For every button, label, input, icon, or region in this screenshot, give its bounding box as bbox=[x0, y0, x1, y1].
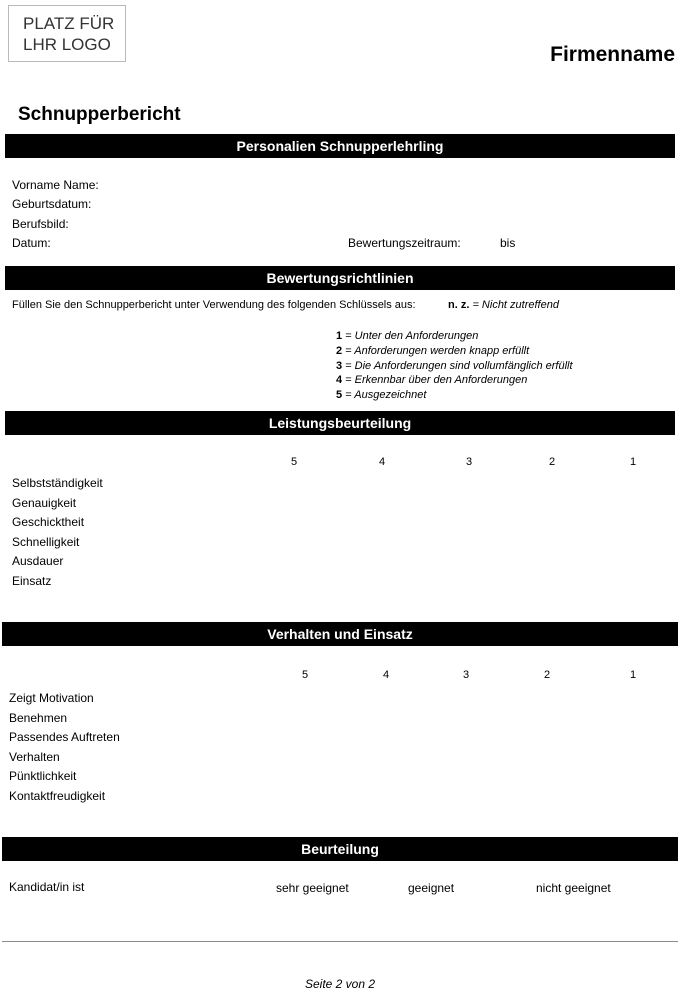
criterion-label: Verhalten bbox=[9, 750, 60, 764]
company-name: Firmenname bbox=[550, 43, 675, 66]
scale-label-3: 3 bbox=[466, 456, 473, 468]
field-label-name: Vorname Name: bbox=[12, 178, 99, 192]
key-5-code: 5 bbox=[336, 389, 343, 401]
key-na-text: = Nicht zutreffend bbox=[469, 299, 559, 311]
key-2-code: 2 bbox=[336, 345, 343, 357]
criterion-label: Ausdauer bbox=[12, 554, 64, 568]
criterion-label: Selbstständigkeit bbox=[12, 476, 103, 490]
criterion-label: Zeigt Motivation bbox=[9, 691, 94, 705]
scale-label-1: 1 bbox=[630, 669, 637, 681]
criterion-label: Einsatz bbox=[12, 574, 52, 588]
logo-placeholder bbox=[8, 5, 126, 62]
logo-line-1: PLATZ FÜR bbox=[23, 13, 115, 33]
section-header-assessment: Beurteilung bbox=[2, 837, 678, 861]
key-na bbox=[448, 298, 559, 312]
key-1-text: = Unter den Anforderungen bbox=[342, 330, 479, 342]
key-4-code: 4 bbox=[336, 374, 343, 386]
field-label-profession: Berufsbild: bbox=[12, 217, 69, 231]
key-2 bbox=[336, 344, 529, 358]
key-1 bbox=[336, 329, 478, 343]
key-2-text: = Anforderungen werden knapp erfüllt bbox=[342, 345, 530, 357]
key-na-code: n. z. bbox=[448, 299, 470, 311]
criterion-label: Passendes Auftreten bbox=[9, 730, 120, 744]
guidelines-instruction: Füllen Sie den Schnupperbericht unter Verwendung des folgenden Schlüssels aus: bbox=[12, 299, 416, 311]
document-title: Schnupperbericht bbox=[18, 104, 181, 125]
criterion-label: Kontaktfreudigkeit bbox=[9, 789, 106, 803]
field-label-birthdate: Geburtsdatum: bbox=[12, 197, 92, 211]
criterion-label: Pünktlichkeit bbox=[9, 769, 77, 783]
footer-divider bbox=[2, 941, 678, 942]
criterion-label: Benehmen bbox=[9, 711, 68, 725]
criterion-label: Genauigkeit bbox=[12, 496, 77, 510]
scale-label-3: 3 bbox=[463, 669, 470, 681]
key-3 bbox=[336, 359, 573, 373]
section-header-behavior: Verhalten und Einsatz bbox=[2, 622, 678, 646]
key-3-code: 3 bbox=[336, 360, 343, 372]
scale-label-5: 5 bbox=[302, 669, 309, 681]
criterion-label: Geschicktheit bbox=[12, 515, 85, 529]
key-3-text: = Die Anforderungen sind vollumfänglich erfüllt bbox=[342, 360, 573, 372]
field-label-date: Datum: bbox=[12, 236, 51, 250]
scale-label-4: 4 bbox=[383, 669, 390, 681]
assessment-label: Kandidat/in ist bbox=[9, 880, 85, 894]
field-label-period-to: bis bbox=[500, 236, 516, 250]
section-header-performance: Leistungsbeurteilung bbox=[5, 411, 675, 435]
scale-label-4: 4 bbox=[379, 456, 386, 468]
option-very-suitable: sehr geeignet bbox=[276, 881, 349, 895]
scale-label-1: 1 bbox=[630, 456, 637, 468]
option-not-suitable: nicht geeignet bbox=[536, 881, 611, 895]
section-header-guidelines: Bewertungsrichtlinien bbox=[5, 266, 675, 290]
key-5-text: = Ausgezeichnet bbox=[342, 389, 427, 401]
scale-label-2: 2 bbox=[549, 456, 556, 468]
key-4 bbox=[336, 373, 527, 387]
scale-label-2: 2 bbox=[544, 669, 551, 681]
section-header-personal: Personalien Schnupperlehrling bbox=[5, 134, 675, 158]
logo-line-2: LHR LOGO bbox=[23, 34, 111, 54]
key-4-text: = Erkennbar über den Anforderungen bbox=[342, 374, 528, 386]
key-5 bbox=[336, 388, 426, 402]
key-1-code: 1 bbox=[336, 330, 343, 342]
scale-label-5: 5 bbox=[291, 456, 298, 468]
option-suitable: geeignet bbox=[408, 881, 455, 895]
page-number: Seite 2 von 2 bbox=[304, 977, 376, 991]
field-label-period: Bewertungszeitraum: bbox=[348, 236, 461, 250]
criterion-label: Schnelligkeit bbox=[12, 535, 80, 549]
